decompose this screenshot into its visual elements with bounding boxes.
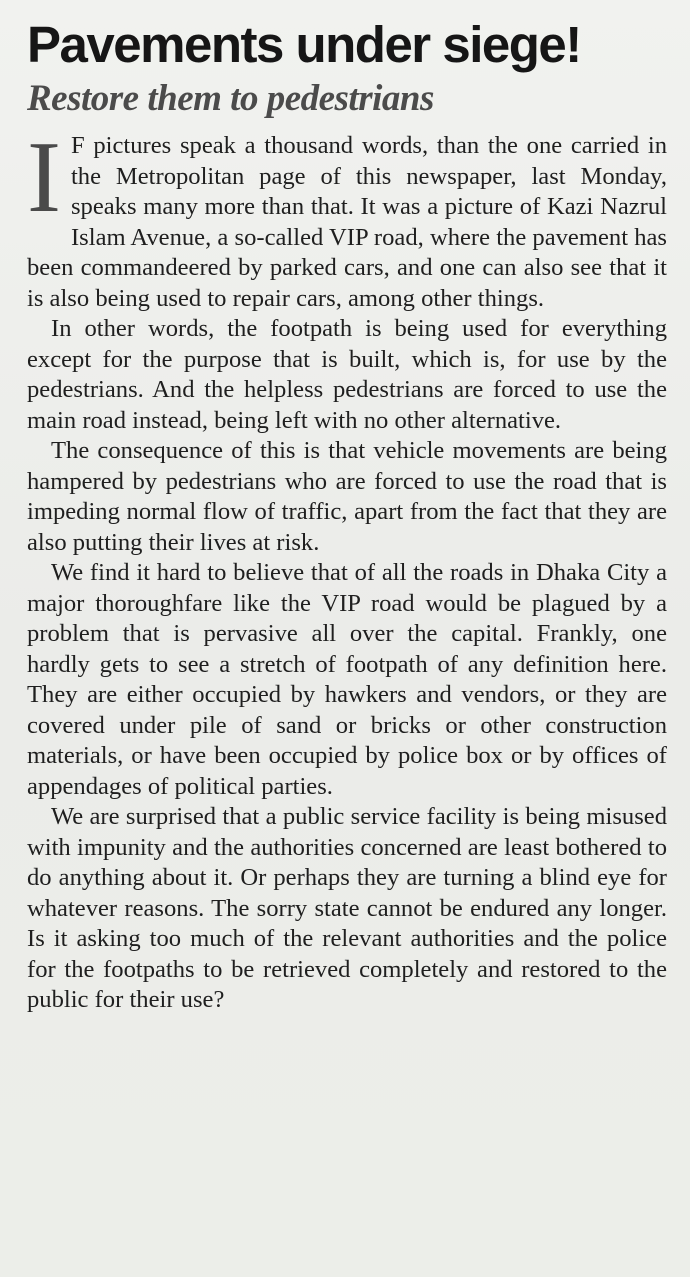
paragraph-5: We are surprised that a public service facility is being misused with impunity and the authorities concerned are least bothered to do anything about it. Or perhaps they are turning a blind eye for whatever reasons. The sorry state cannot be endured any longer. Is it asking too much of the relevant authorities and the police for the footpaths to be retrieved completely and restored to the public for their use? (27, 803, 667, 1013)
article-body (27, 121, 667, 1016)
paragraph-1-text: F pictures speak a thousand words, than the one carried in the Metropolitan page of this newspaper, last Monday, speaks many more than that. It was a picture of Kazi Nazrul Islam Avenue, a so-called VIP road, where the pavement has been commandeered by parked cars, and one can also see that it is also being used to repair cars, among other things. (27, 132, 667, 312)
paragraph-2: In other words, the footpath is being used for everything except for the purpose that is built, which is, for use by the pedestrians. And the helpless pedestrians are forced to use the main road instead, being left with no other alternative. (27, 315, 667, 434)
paragraph-1 (27, 121, 667, 314)
subheadline: Restore them to pedestrians (27, 78, 434, 119)
headline: Pavements under siege! (27, 16, 581, 73)
paragraph-3: The consequence of this is that vehicle movements are being hampered by pedestrians who are forced to use the road that is impeding normal flow of traffic, apart from the fact that they are also putting their lives at risk. (27, 437, 667, 556)
paragraph-4: We find it hard to believe that of all the roads in Dhaka City a major thoroughfare like the VIP road would be plagued by a problem that is pervasive all over the capital. Frankly, one hardly gets to see a stretch of footpath of any definition here. They are either occupied by hawkers and vendors, or they are covered under pile of sand or bricks or other construction materials, or have been occupied by police box or by offices of appendages of political parties. (27, 559, 667, 800)
drop-cap: I (27, 121, 61, 234)
